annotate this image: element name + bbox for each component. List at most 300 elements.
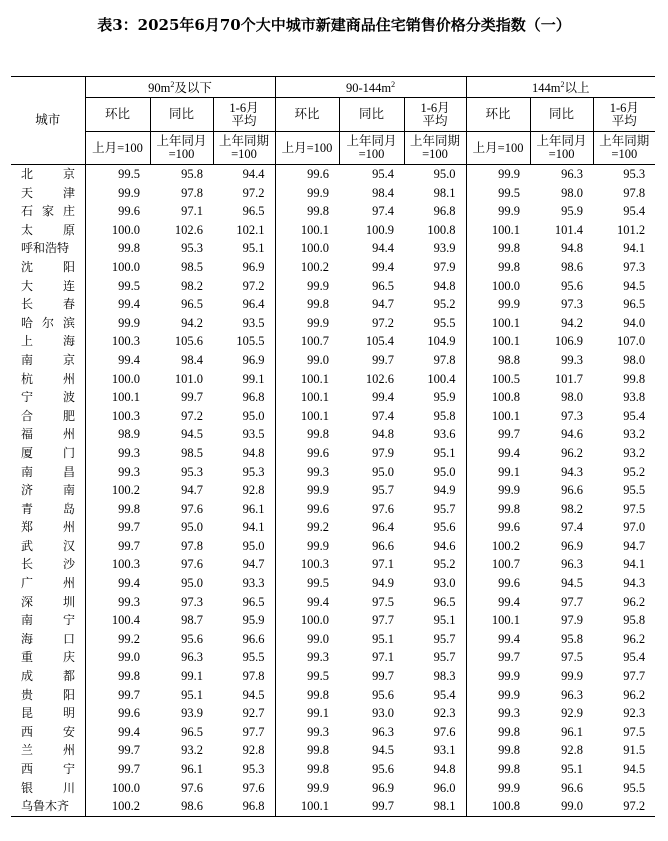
base-yoy: 上年同月 =100 <box>150 132 213 165</box>
value-cell: 96.3 <box>561 167 584 181</box>
value-cell: 94.5 <box>181 427 203 442</box>
value-cell: 98.9 <box>118 427 140 442</box>
value-cell: 99.7 <box>118 520 140 535</box>
value-cell: 99.1 <box>307 706 330 721</box>
value-cell: 99.9 <box>307 538 330 553</box>
base-mom: 上月=100 <box>85 132 150 165</box>
table-row <box>11 741 655 760</box>
value-cell: 98.5 <box>181 445 203 460</box>
value-cell: 97.6 <box>181 557 203 572</box>
value-cell: 95.8 <box>561 631 584 646</box>
table-row <box>11 797 655 816</box>
value-cell: 97.3 <box>623 259 646 274</box>
table-row <box>11 518 655 537</box>
table-row <box>11 351 655 370</box>
table-row <box>11 444 655 463</box>
price-index-table <box>11 76 655 817</box>
value-cell: 96.8 <box>213 797 275 816</box>
value-cell: 94.2 <box>181 315 203 330</box>
base-yoy: 上年同月 =100 <box>339 132 404 165</box>
value-cell: 95.5 <box>213 648 275 667</box>
value-cell: 100.8 <box>404 221 466 240</box>
value-cell: 96.5 <box>372 278 395 293</box>
value-cell: 101.4 <box>554 222 584 237</box>
value-cell: 102.6 <box>174 222 203 237</box>
subheader-avg: 1-6月 平均 <box>213 98 275 132</box>
value-cell: 99.7 <box>372 799 395 814</box>
value-cell: 99.5 <box>307 576 330 591</box>
value-cell: 97.5 <box>372 594 395 609</box>
subheader-avg: 1-6月 平均 <box>593 98 655 132</box>
value-cell: 94.5 <box>372 743 395 758</box>
value-cell: 95.1 <box>404 444 466 463</box>
table-row <box>11 277 655 296</box>
city-cell: 厦 门 <box>11 444 85 463</box>
value-cell: 98.4 <box>372 185 395 200</box>
value-cell: 99.7 <box>118 743 140 758</box>
table-row <box>11 667 655 686</box>
value-cell: 96.8 <box>404 202 466 221</box>
value-cell: 100.2 <box>491 538 521 553</box>
table-row <box>11 481 655 500</box>
value-cell: 99.3 <box>118 464 140 479</box>
value-cell: 99.4 <box>307 594 330 609</box>
value-cell: 97.2 <box>213 277 275 296</box>
value-cell: 95.1 <box>404 611 466 630</box>
value-cell: 94.2 <box>561 315 584 330</box>
value-cell: 100.0 <box>300 613 330 628</box>
value-cell: 100.1 <box>491 408 521 423</box>
value-cell: 97.4 <box>372 408 395 423</box>
table-row <box>11 686 655 705</box>
value-cell: 99.5 <box>118 278 140 293</box>
value-cell: 93.8 <box>623 390 646 405</box>
value-cell: 94.6 <box>561 427 584 442</box>
value-cell: 95.1 <box>213 239 275 258</box>
value-cell: 99.3 <box>118 445 140 460</box>
value-cell: 99.7 <box>181 390 203 405</box>
value-cell: 96.1 <box>181 762 203 776</box>
table-row <box>11 388 655 407</box>
city-cell: 昆 明 <box>11 704 85 723</box>
value-cell: 94.3 <box>623 576 646 591</box>
value-cell: 99.7 <box>498 427 521 442</box>
value-cell: 99.8 <box>498 743 521 758</box>
value-cell: 91.5 <box>623 743 646 758</box>
value-cell: 94.8 <box>372 427 395 442</box>
base-mom: 上月=100 <box>275 132 339 165</box>
table-row <box>11 258 655 277</box>
value-cell: 100.3 <box>111 557 140 572</box>
table-row <box>11 648 655 667</box>
value-cell: 97.8 <box>181 185 203 200</box>
value-cell: 107.0 <box>616 334 646 349</box>
value-cell: 99.8 <box>307 297 330 312</box>
value-cell: 100.7 <box>300 334 330 349</box>
value-cell: 99.6 <box>118 204 140 219</box>
table-row <box>11 723 655 742</box>
city-cell: 呼和浩特 <box>11 239 85 258</box>
city-cell: 西 安 <box>11 723 85 742</box>
value-cell: 100.1 <box>300 390 330 405</box>
value-cell: 95.1 <box>181 687 203 702</box>
value-cell: 99.7 <box>372 669 395 684</box>
value-cell: 94.9 <box>404 481 466 500</box>
value-cell: 92.3 <box>404 704 466 723</box>
city-cell: 济 南 <box>11 481 85 500</box>
value-cell: 100.0 <box>111 222 140 237</box>
value-cell: 98.0 <box>561 390 584 405</box>
value-cell: 95.8 <box>404 407 466 426</box>
table-row <box>11 593 655 612</box>
value-cell: 93.1 <box>404 741 466 760</box>
value-cell: 100.1 <box>491 222 521 237</box>
value-cell: 97.2 <box>213 184 275 203</box>
value-cell: 99.3 <box>307 464 330 479</box>
table-row <box>11 407 655 426</box>
value-cell: 96.4 <box>213 295 275 314</box>
value-cell: 95.4 <box>404 686 466 705</box>
value-cell: 98.2 <box>181 278 203 293</box>
value-cell: 99.5 <box>118 167 140 181</box>
value-cell: 96.2 <box>623 687 646 702</box>
value-cell: 94.8 <box>404 277 466 296</box>
value-cell: 96.3 <box>181 650 203 665</box>
city-cell: 南 昌 <box>11 463 85 482</box>
value-cell: 99.8 <box>307 427 330 442</box>
value-cell: 96.5 <box>213 593 275 612</box>
value-cell: 99.9 <box>307 780 330 795</box>
value-cell: 97.6 <box>181 501 203 516</box>
city-cell: 天 津 <box>11 184 85 203</box>
value-cell: 97.3 <box>181 594 203 609</box>
value-cell: 94.7 <box>372 297 395 312</box>
group-header-large: $144m^2$以上 <box>466 77 655 98</box>
city-cell: 广 州 <box>11 574 85 593</box>
value-cell: 97.9 <box>404 258 466 277</box>
city-cell: 海 口 <box>11 630 85 649</box>
value-cell: 95.7 <box>404 500 466 519</box>
value-cell: 93.6 <box>404 425 466 444</box>
value-cell: 99.7 <box>498 650 521 665</box>
value-cell: 97.7 <box>623 669 646 684</box>
value-cell: 93.0 <box>404 574 466 593</box>
value-cell: 92.9 <box>561 706 584 721</box>
value-cell: 99.8 <box>307 743 330 758</box>
value-cell: 97.8 <box>623 185 646 200</box>
city-cell: 福 州 <box>11 425 85 444</box>
value-cell: 99.3 <box>307 724 330 739</box>
value-cell: 97.8 <box>404 351 466 370</box>
value-cell: 96.4 <box>372 520 395 535</box>
value-cell: 96.9 <box>372 780 395 795</box>
value-cell: 99.8 <box>118 669 140 684</box>
value-cell: 95.3 <box>181 241 203 256</box>
value-cell: 96.5 <box>181 724 203 739</box>
value-cell: 99.7 <box>118 762 140 776</box>
subheader-mom: 环比 <box>275 98 339 132</box>
value-cell: 97.4 <box>372 204 395 219</box>
value-cell: 95.2 <box>404 295 466 314</box>
city-cell: 大 连 <box>11 277 85 296</box>
value-cell: 97.5 <box>623 724 646 739</box>
value-cell: 100.3 <box>300 557 330 572</box>
value-cell: 93.2 <box>623 427 646 442</box>
value-cell: 95.0 <box>213 407 275 426</box>
value-cell: 99.8 <box>307 204 330 219</box>
table-row <box>11 611 655 630</box>
base-yoy: 上年同月 =100 <box>530 132 593 165</box>
value-cell: 99.6 <box>307 445 330 460</box>
value-cell: 100.3 <box>111 334 140 349</box>
value-cell: 105.4 <box>365 334 395 349</box>
value-cell: 99.8 <box>307 762 330 776</box>
city-cell: 沈 阳 <box>11 258 85 277</box>
value-cell: 93.9 <box>181 706 203 721</box>
value-cell: 95.4 <box>623 650 646 665</box>
value-cell: 96.6 <box>372 538 395 553</box>
value-cell: 95.2 <box>623 464 646 479</box>
value-cell: 100.1 <box>111 390 140 405</box>
table-row <box>11 295 655 314</box>
table-row <box>11 314 655 333</box>
city-cell: 南 宁 <box>11 611 85 630</box>
value-cell: 99.4 <box>498 594 521 609</box>
group-header-small: $90m^2$及以下 <box>85 77 275 98</box>
subheader-mom: 环比 <box>466 98 530 132</box>
city-cell: 宁 波 <box>11 388 85 407</box>
value-cell: 99.1 <box>213 370 275 389</box>
value-cell: 96.5 <box>213 202 275 221</box>
value-cell: 99.4 <box>118 352 140 367</box>
value-cell: 99.4 <box>118 297 140 312</box>
value-cell: 94.7 <box>181 483 203 498</box>
city-cell: 石 家 庄 <box>11 202 85 221</box>
value-cell: 97.8 <box>181 538 203 553</box>
value-cell: 99.4 <box>372 259 395 274</box>
city-cell: 合 肥 <box>11 407 85 426</box>
value-cell: 97.2 <box>372 315 395 330</box>
value-cell: 96.2 <box>623 631 646 646</box>
value-cell: 94.0 <box>623 315 646 330</box>
value-cell: 97.1 <box>181 204 203 219</box>
value-cell: 105.6 <box>174 334 203 349</box>
value-cell: 94.1 <box>623 557 646 572</box>
value-cell: 92.3 <box>623 706 646 721</box>
subheader-avg: 1-6月 平均 <box>404 98 466 132</box>
value-cell: 101.7 <box>554 371 584 386</box>
table-row <box>11 760 655 779</box>
value-cell: 100.4 <box>404 370 466 389</box>
value-cell: 100.0 <box>111 780 140 795</box>
table-row <box>11 184 655 203</box>
value-cell: 92.8 <box>213 481 275 500</box>
value-cell: 94.8 <box>213 444 275 463</box>
value-cell: 94.3 <box>561 464 584 479</box>
value-cell: 99.9 <box>498 669 521 684</box>
city-cell: 深 圳 <box>11 593 85 612</box>
value-cell: 95.0 <box>213 537 275 556</box>
value-cell: 94.7 <box>623 538 646 553</box>
value-cell: 98.4 <box>181 352 203 367</box>
city-cell: 杭 州 <box>11 370 85 389</box>
value-cell: 99.7 <box>118 687 140 702</box>
value-cell: 99.3 <box>118 594 140 609</box>
value-cell: 96.5 <box>623 297 646 312</box>
value-cell: 101.2 <box>616 222 646 237</box>
value-cell: 99.0 <box>307 631 330 646</box>
value-cell: 99.8 <box>498 762 521 776</box>
value-cell: 98.0 <box>561 185 584 200</box>
value-cell: 95.5 <box>623 483 646 498</box>
value-cell: 97.3 <box>561 297 584 312</box>
value-cell: 92.7 <box>213 704 275 723</box>
value-cell: 99.9 <box>498 204 521 219</box>
value-cell: 100.0 <box>111 259 140 274</box>
value-cell: 99.8 <box>307 687 330 702</box>
value-cell: 98.5 <box>181 259 203 274</box>
value-cell: 95.1 <box>561 762 584 776</box>
value-cell: 99.6 <box>498 520 521 535</box>
value-cell: 99.6 <box>307 167 330 181</box>
value-cell: 95.4 <box>372 167 395 181</box>
table-row <box>11 221 655 240</box>
table-row <box>11 555 655 574</box>
value-cell: 99.8 <box>498 259 521 274</box>
city-cell: 青 岛 <box>11 500 85 519</box>
value-cell: 96.6 <box>213 630 275 649</box>
value-cell: 99.7 <box>118 538 140 553</box>
value-cell: 94.9 <box>372 576 395 591</box>
value-cell: 97.7 <box>213 723 275 742</box>
value-cell: 95.6 <box>561 278 584 293</box>
value-cell: 99.5 <box>307 669 330 684</box>
value-cell: 95.6 <box>404 518 466 537</box>
value-cell: 99.4 <box>498 631 521 646</box>
value-cell: 95.6 <box>372 762 395 776</box>
value-cell: 100.8 <box>491 390 521 405</box>
value-cell: 96.6 <box>561 780 584 795</box>
table-row <box>11 370 655 389</box>
value-cell: 97.9 <box>561 613 584 628</box>
value-cell: 99.3 <box>561 352 584 367</box>
value-cell: 97.0 <box>623 520 646 535</box>
city-column-header: 城市 <box>11 77 85 165</box>
table-row <box>11 630 655 649</box>
value-cell: 96.3 <box>561 687 584 702</box>
value-cell: 99.1 <box>181 669 203 684</box>
value-cell: 99.0 <box>307 352 330 367</box>
value-cell: 92.8 <box>213 741 275 760</box>
value-cell: 94.5 <box>623 278 646 293</box>
city-cell: 西 宁 <box>11 760 85 779</box>
city-cell: 贵 阳 <box>11 686 85 705</box>
value-cell: 96.5 <box>404 593 466 612</box>
value-cell: 95.0 <box>372 464 395 479</box>
value-cell: 95.1 <box>372 631 395 646</box>
table-row <box>11 574 655 593</box>
value-cell: 99.0 <box>118 650 140 665</box>
value-cell: 95.0 <box>181 576 203 591</box>
value-cell: 96.9 <box>213 351 275 370</box>
value-cell: 94.1 <box>623 241 646 256</box>
value-cell: 95.5 <box>623 780 646 795</box>
table-row <box>11 463 655 482</box>
value-cell: 95.7 <box>404 630 466 649</box>
value-cell: 96.9 <box>213 258 275 277</box>
value-cell: 100.1 <box>300 222 330 237</box>
value-cell: 100.5 <box>491 371 521 386</box>
value-cell: 99.9 <box>498 297 521 312</box>
value-cell: 94.7 <box>213 555 275 574</box>
value-cell: 97.2 <box>181 408 203 423</box>
value-cell: 99.1 <box>498 464 521 479</box>
value-cell: 100.0 <box>300 241 330 256</box>
value-cell: 99.4 <box>498 445 521 460</box>
value-cell: 95.7 <box>404 648 466 667</box>
value-cell: 97.7 <box>561 594 584 609</box>
base-avg: 上年同期 =100 <box>213 132 275 165</box>
value-cell: 97.8 <box>213 667 275 686</box>
value-cell: 100.8 <box>491 799 521 814</box>
value-cell: 97.1 <box>372 557 395 572</box>
base-avg: 上年同期 =100 <box>404 132 466 165</box>
value-cell: 93.9 <box>404 239 466 258</box>
value-cell: 96.1 <box>213 500 275 519</box>
value-cell: 100.1 <box>491 315 521 330</box>
value-cell: 93.2 <box>623 445 646 460</box>
value-cell: 99.9 <box>498 483 521 498</box>
subheader-yoy: 同比 <box>530 98 593 132</box>
value-cell: 99.9 <box>307 278 330 293</box>
value-cell: 94.5 <box>561 576 584 591</box>
value-cell: 98.3 <box>404 667 466 686</box>
table-row <box>11 425 655 444</box>
value-cell: 97.5 <box>623 501 646 516</box>
city-cell: 哈 尔 滨 <box>11 314 85 333</box>
value-cell: 99.3 <box>307 650 330 665</box>
city-cell: 长 春 <box>11 295 85 314</box>
table-row <box>11 779 655 798</box>
value-cell: 99.9 <box>307 315 330 330</box>
value-cell: 96.8 <box>213 388 275 407</box>
table-row <box>11 537 655 556</box>
value-cell: 99.2 <box>118 631 140 646</box>
value-cell: 97.3 <box>561 408 584 423</box>
value-cell: 100.1 <box>300 408 330 423</box>
value-cell: 95.4 <box>623 204 646 219</box>
value-cell: 95.6 <box>372 687 395 702</box>
city-cell: 兰 州 <box>11 741 85 760</box>
value-cell: 94.1 <box>213 518 275 537</box>
value-cell: 94.6 <box>404 537 466 556</box>
city-cell: 银 川 <box>11 779 85 798</box>
value-cell: 98.8 <box>498 352 521 367</box>
value-cell: 98.6 <box>561 259 584 274</box>
value-cell: 95.9 <box>213 611 275 630</box>
value-cell: 99.4 <box>118 576 140 591</box>
subheader-yoy: 同比 <box>339 98 404 132</box>
value-cell: 99.9 <box>498 687 521 702</box>
table-row <box>11 239 655 258</box>
value-cell: 99.2 <box>307 520 330 535</box>
value-cell: 100.4 <box>111 613 140 628</box>
table-row <box>11 165 655 184</box>
value-cell: 96.2 <box>623 594 646 609</box>
value-cell: 99.8 <box>498 501 521 516</box>
value-cell: 97.6 <box>181 780 203 795</box>
value-cell: 101.0 <box>174 371 203 386</box>
